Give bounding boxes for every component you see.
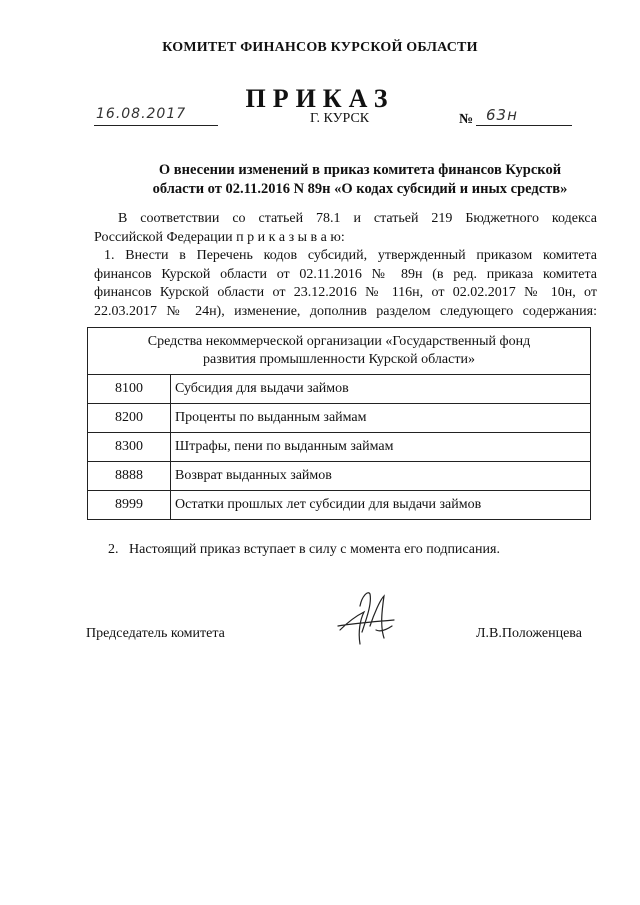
subject-line-1: О внесении изменений в приказ комитета финансов Курской <box>158 162 562 178</box>
subject-line-2: области от 02.11.2016 N 89н «О кодах субсидий и иных средств» <box>152 181 568 197</box>
document-body <box>94 210 597 321</box>
preamble-line-2: Российской Федерации п р и к а з ы в а ю: <box>94 229 345 245</box>
table-row <box>88 433 591 462</box>
document-number: 63н <box>486 106 518 124</box>
code-cell: 8999 <box>88 491 171 520</box>
item1-line-1: 1. Внести в Перечень кодов субсидий, утвержденный приказом комитета <box>104 248 597 263</box>
handwritten-signature <box>330 586 400 652</box>
table-header-cell <box>88 328 591 375</box>
table-header-line-1: Средства некоммерческой организации «Государственный фонд <box>147 334 531 349</box>
description-cell: Субсидия для выдачи займов <box>171 375 591 404</box>
description-cell: Проценты по выданным займам <box>171 404 591 433</box>
document-date: 16.08.2017 <box>96 106 187 122</box>
code-cell: 8888 <box>88 462 171 491</box>
item1-line-4: 22.03.2017 № 24н), изменение, дополнив разделом следующего содержания: <box>94 303 597 319</box>
signer-name: Л.В.Положенцева <box>476 626 582 641</box>
organization-name: КОМИТЕТ ФИНАНСОВ КУРСКОЙ ОБЛАСТИ <box>162 40 478 55</box>
preamble-line-1: В соответствии со статьей 78.1 и статьей 219 Бюджетного кодекса <box>118 211 597 226</box>
number-label: № <box>459 112 474 127</box>
signer-title: Председатель комитета <box>86 626 225 641</box>
city-label: Г. КУРСК <box>310 111 370 126</box>
table-header-row <box>88 328 591 375</box>
subsidy-codes-table <box>87 327 591 520</box>
document-subject <box>130 161 590 199</box>
code-cell: 8100 <box>88 375 171 404</box>
description-cell: Возврат выданных займов <box>171 462 591 491</box>
item1-line-2: финансов Курской области от 02.11.2016 № 89н (в ред. приказа комитета <box>94 266 597 282</box>
table-row <box>88 462 591 491</box>
code-cell: 8200 <box>88 404 171 433</box>
item1-line-3: финансов Курской области от 23.12.2016 № 116н, от 02.02.2017 № 10н, от <box>94 285 597 300</box>
table-row <box>88 375 591 404</box>
code-cell: 8300 <box>88 433 171 462</box>
description-cell: Остатки прошлых лет субсидии для выдачи займов <box>171 491 591 520</box>
table-row <box>88 404 591 433</box>
table-header-line-2: развития промышленности Курской области» <box>203 352 475 367</box>
item-2-effective-date: 2. Настоящий приказ вступает в силу с момента его подписания. <box>108 542 500 557</box>
description-cell: Штрафы, пени по выданным займам <box>171 433 591 462</box>
table-row <box>88 491 591 520</box>
document-type-title: ПРИКАЗ <box>245 84 395 113</box>
